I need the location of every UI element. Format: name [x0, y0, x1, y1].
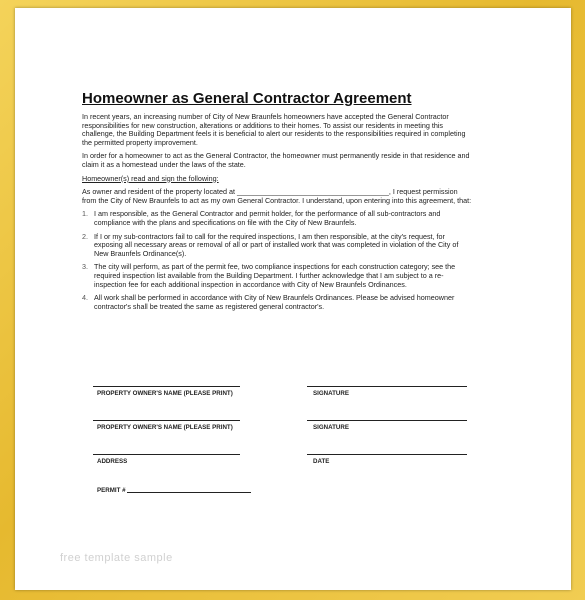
item-text: I am responsible, as the General Contractor and permit holder, for the performance of all sub-contractors and compliance with the plans and specifications on file with the City of New Braunfels.: [94, 209, 441, 227]
statement-paragraph: As owner and resident of the property located at ______________________________________, I request permission from the City of New Braunfels to act as my own General Contractor. I understand, upon entering into this agreement, that:: [82, 187, 472, 205]
signature-row-1: [93, 382, 473, 416]
signature-label-1: SIGNATURE: [313, 390, 349, 397]
permit-label: PERMIT #: [97, 487, 126, 494]
item-text: All work shall be performed in accordance with City of New Braunfels Ordinances. Please be advised homeowner contractor's shall be treated the same as registered general contractor's.: [94, 293, 455, 311]
document-body: [82, 90, 472, 316]
item-number: 1.: [82, 209, 88, 219]
instruction-text: Homeowner(s) read and sign the following:: [82, 173, 219, 183]
intro-paragraph: In recent years, an increasing number of City of New Braunfels homeowners have accepted the General Contractor responsibilities for new construction, alterations or additions to their homes. To assist our residents in meeting this challenge, the Building Department feels it is beneficial to alert our residents to the responsibilities required in completing the permitted property improvement.: [82, 112, 466, 147]
permit-line[interactable]: [127, 492, 251, 493]
owner-name-label-2: PROPERTY OWNER'S NAME (PLEASE PRINT): [97, 424, 233, 431]
list-item: [82, 233, 472, 259]
signature-line-2[interactable]: [307, 420, 467, 421]
list-item: [82, 263, 472, 289]
owner-name-label-1: PROPERTY OWNER'S NAME (PLEASE PRINT): [97, 390, 233, 397]
date-line[interactable]: [307, 454, 467, 455]
item-text: If I or my sub-contractors fail to call for the required inspections, I am then responsible, at the city's request, for exposing all necessary areas or removal of all or part of installed work that was completed in violation of the City of New Braunfels Ordinance(s).: [94, 231, 459, 258]
document-title: Homeowner as General Contractor Agreement: [82, 90, 412, 107]
list-item: [82, 210, 472, 227]
address-date-row: [93, 450, 473, 484]
item-text: The city will perform, as part of the permit fee, two compliance inspections for each construction category; see the required inspection list available from the Building Department. I further acknowledge that I am subject to a re-inspection fee for each additional inspection in accordance with City of New Braunfels Ordinances.: [94, 262, 456, 289]
watermark-text: free template sample: [60, 552, 173, 564]
signature-line-1[interactable]: [307, 386, 467, 387]
terms-list: [82, 210, 472, 311]
item-number: 2.: [82, 231, 88, 241]
signature-fields: [93, 382, 473, 494]
permit-field: [97, 487, 251, 494]
date-label: DATE: [313, 458, 330, 465]
item-number: 3.: [82, 262, 88, 272]
address-line[interactable]: [93, 454, 240, 455]
address-label: ADDRESS: [97, 458, 128, 465]
owner-name-line-1[interactable]: [93, 386, 240, 387]
signature-label-2: SIGNATURE: [313, 424, 349, 431]
residency-paragraph: In order for a homeowner to act as the General Contractor, the homeowner must permanently reside in that residence and claim it as a homestead under the laws of the state.: [82, 151, 470, 169]
owner-name-line-2[interactable]: [93, 420, 240, 421]
list-item: [82, 294, 472, 311]
signature-row-2: [93, 416, 473, 450]
item-number: 4.: [82, 293, 88, 303]
